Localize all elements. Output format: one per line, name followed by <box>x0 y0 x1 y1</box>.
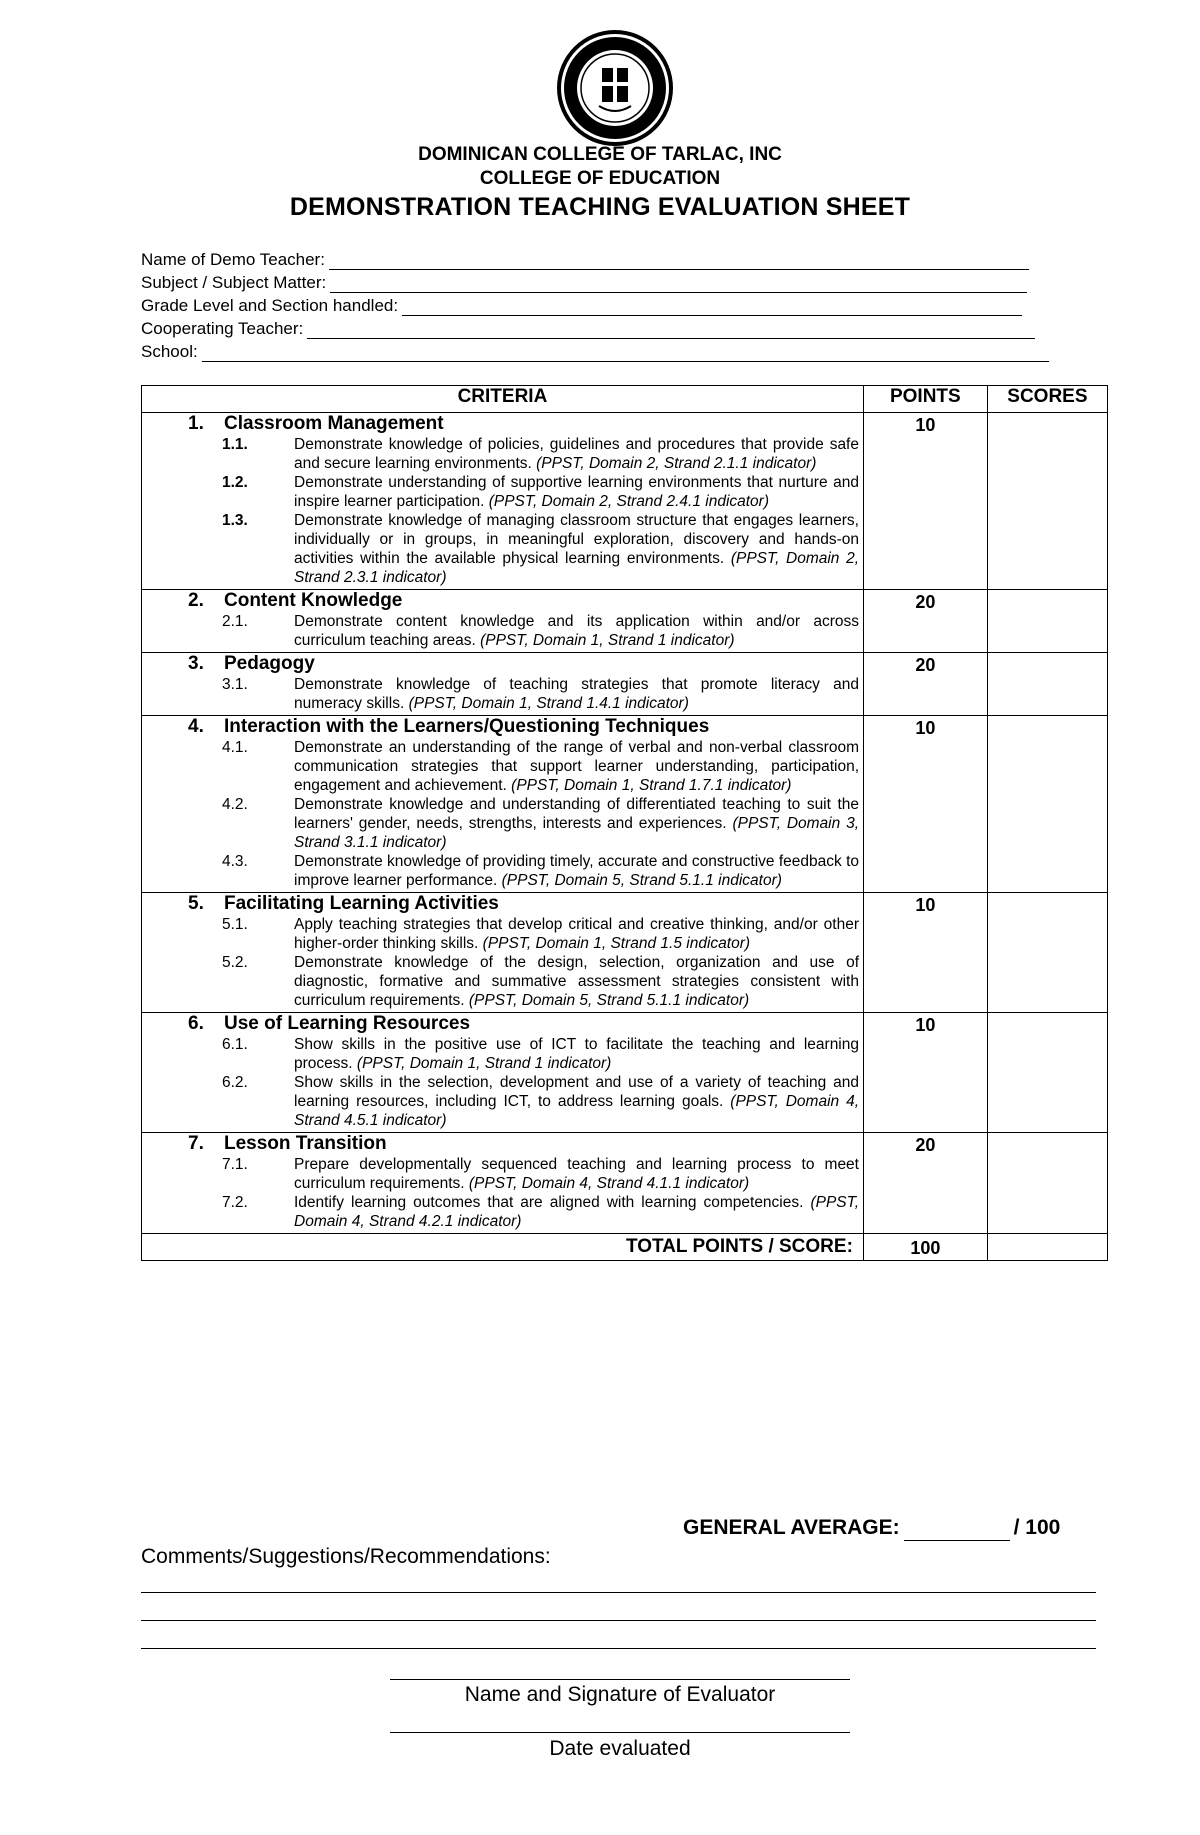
criteria-section-row <box>142 1013 1108 1133</box>
criterion-number: 1.3. <box>222 512 248 529</box>
criterion-item <box>142 612 863 650</box>
criterion-number: 6.2. <box>222 1074 248 1091</box>
criteria-cell <box>142 413 864 590</box>
field-label: Name of Demo Teacher: <box>141 250 325 269</box>
criterion-item <box>142 675 863 713</box>
criterion-text: Demonstrate knowledge of managing classroom structure that engages learners, individually or in groups, in meaningful exploration, discovery and hands-on activities within the available physical learning environments. <box>294 512 859 567</box>
criterion-text-wrap <box>294 511 859 587</box>
criterion-reference: (PPST, Domain 4, Strand 4.2.1 indicator) <box>294 1194 859 1230</box>
criterion-text-wrap <box>294 795 859 852</box>
criterion-item <box>142 953 863 1010</box>
criterion-item <box>142 1155 863 1193</box>
criterion-number: 4.2. <box>222 796 248 813</box>
criterion-text-wrap <box>294 473 859 511</box>
field-label: Cooperating Teacher: <box>141 319 304 338</box>
criterion-number: 7.2. <box>222 1194 248 1211</box>
criteria-section-row <box>142 413 1108 590</box>
criteria-cell <box>142 653 864 716</box>
section-number: 7. <box>188 1133 204 1154</box>
criterion-number: 4.1. <box>222 739 248 756</box>
section-title <box>142 413 863 435</box>
criterion-text: Demonstrate knowledge of the design, selection, organization and use of diagnostic, formative and summative assessment strategies consistent with curriculum requirements. <box>294 954 859 1009</box>
field-label: School: <box>141 342 198 361</box>
criterion-number: 7.1. <box>222 1156 248 1173</box>
section-title-text: Use of Learning Resources <box>224 1013 471 1034</box>
criteria-table <box>141 385 1108 1261</box>
criterion-text-wrap <box>294 675 859 713</box>
section-number: 4. <box>188 716 204 737</box>
criterion-text: Demonstrate knowledge of teaching strategies that promote literacy and numeracy skills. <box>294 676 859 712</box>
total-label: TOTAL POINTS / SCORE: <box>142 1234 864 1261</box>
criterion-reference: (PPST, Domain 1, Strand 1.7.1 indicator) <box>511 777 792 794</box>
criterion-text-wrap <box>294 1155 859 1193</box>
date-line[interactable] <box>390 1732 850 1733</box>
criteria-cell <box>142 1133 864 1234</box>
criterion-reference: (PPST, Domain 5, Strand 5.1.1 indicator) <box>468 992 750 1009</box>
criterion-text: Show skills in the selection, development and use of a variety of teaching and learning resources, including ICT, to address learning goals. <box>294 1074 859 1110</box>
college-name: COLLEGE OF EDUCATION <box>479 168 721 189</box>
section-points: 20 <box>863 590 987 653</box>
section-score-cell[interactable] <box>987 653 1107 716</box>
section-title-text: Facilitating Learning Activities <box>224 893 499 914</box>
section-points: 20 <box>863 1133 987 1234</box>
total-row <box>142 1234 1108 1261</box>
criterion-number: 1.1. <box>222 436 248 453</box>
criterion-item <box>142 1073 863 1130</box>
section-points: 10 <box>863 1013 987 1133</box>
criterion-text: Identify learning outcomes that are aligned with learning competencies. <box>294 1194 804 1211</box>
criterion-item <box>142 1193 863 1231</box>
total-score-cell[interactable] <box>987 1234 1107 1261</box>
criterion-text: Apply teaching strategies that develop critical and creative thinking, and/or other higher-order thinking skills. <box>294 916 859 952</box>
section-number: 2. <box>188 590 204 611</box>
criterion-reference: (PPST, Domain 3, Strand 3.1.1 indicator) <box>294 815 860 851</box>
criterion-text-wrap <box>294 738 859 795</box>
criterion-reference: (PPST, Domain 2, Strand 2.3.1 indicator) <box>294 550 860 586</box>
criterion-item <box>142 915 863 953</box>
criterion-reference: (PPST, Domain 1, Strand 1 indicator) <box>356 1055 612 1072</box>
section-title-text: Classroom Management <box>224 413 444 434</box>
section-score-cell[interactable] <box>987 716 1107 893</box>
criterion-number: 6.1. <box>222 1036 248 1053</box>
date-label: Date evaluated <box>549 1737 691 1760</box>
field-line[interactable] <box>329 253 1029 270</box>
criterion-item <box>142 738 863 795</box>
section-title-text: Pedagogy <box>224 653 315 674</box>
criteria-cell <box>142 1013 864 1133</box>
general-average-label: GENERAL AVERAGE: <box>683 1516 900 1539</box>
comment-line[interactable] <box>141 1592 1096 1593</box>
section-number: 5. <box>188 893 204 914</box>
criteria-cell <box>142 893 864 1013</box>
criterion-text-wrap <box>294 1035 859 1073</box>
points-header: POINTS <box>863 386 987 413</box>
field-line[interactable] <box>202 345 1049 362</box>
college-seal-icon <box>555 28 675 148</box>
criterion-number: 5.2. <box>222 954 248 971</box>
criterion-reference: (PPST, Domain 1, Strand 1.5 indicator) <box>482 935 751 952</box>
criterion-text: Demonstrate understanding of supportive learning environments that nurture and inspire learner participation. <box>294 474 859 510</box>
criterion-number: 3.1. <box>222 676 248 693</box>
demo-teacher-field[interactable] <box>141 247 1066 270</box>
criterion-text-wrap <box>294 1193 859 1231</box>
section-score-cell[interactable] <box>987 1013 1107 1133</box>
field-label: Grade Level and Section handled: <box>141 296 399 315</box>
scores-header: SCORES <box>987 386 1107 413</box>
criterion-number: 1.2. <box>222 474 248 491</box>
section-title <box>142 716 863 738</box>
section-number: 6. <box>188 1013 204 1034</box>
comment-line[interactable] <box>141 1620 1096 1621</box>
criteria-section-row <box>142 590 1108 653</box>
grade-level-field[interactable] <box>141 293 1066 316</box>
criterion-reference: (PPST, Domain 4, Strand 4.5.1 indicator) <box>294 1093 860 1129</box>
criterion-text-wrap <box>294 435 859 473</box>
criterion-item <box>142 473 863 511</box>
section-points: 10 <box>863 413 987 590</box>
section-title <box>142 1133 863 1155</box>
criterion-reference: (PPST, Domain 1, Strand 1 indicator) <box>480 632 735 649</box>
criterion-number: 4.3. <box>222 853 248 870</box>
criterion-item <box>142 511 863 587</box>
criteria-cell <box>142 590 864 653</box>
section-title <box>142 1013 863 1035</box>
section-title-text: Content Knowledge <box>224 590 403 611</box>
field-line[interactable] <box>402 299 1022 316</box>
criterion-number: 2.1. <box>222 613 248 630</box>
criterion-text: Show skills in the positive use of ICT to facilitate the teaching and learning process. <box>294 1036 859 1072</box>
institution-name: DOMINICAN COLLEGE OF TARLAC, INC <box>418 144 782 165</box>
general-average <box>683 1516 1060 1541</box>
section-title <box>142 893 863 915</box>
comment-line[interactable] <box>141 1648 1096 1649</box>
signature-label: Name and Signature of Evaluator <box>464 1683 776 1706</box>
criterion-reference: (PPST, Domain 1, Strand 1.4.1 indicator) <box>408 695 689 712</box>
criteria-section-row <box>142 1133 1108 1234</box>
criterion-text: Demonstrate knowledge of policies, guidelines and procedures that provide safe and secure learning environments. <box>294 436 859 472</box>
cooperating-teacher-field[interactable] <box>141 316 1066 339</box>
section-title-text: Lesson Transition <box>224 1133 387 1154</box>
criterion-text-wrap <box>294 612 859 650</box>
school-field[interactable] <box>141 339 1066 362</box>
criterion-item <box>142 852 863 890</box>
criterion-text: Demonstrate knowledge of providing timely, accurate and constructive feedback to improve learner performance. <box>294 853 859 889</box>
criterion-text: Demonstrate an understanding of the range of verbal and non-verbal classroom communication strategies that support learner understanding, participation, engagement and achievement. <box>294 739 859 794</box>
section-score-cell[interactable] <box>987 413 1107 590</box>
total-points: 100 <box>863 1234 987 1261</box>
field-line[interactable] <box>330 276 1027 293</box>
subject-field[interactable] <box>141 270 1066 293</box>
criteria-section-row <box>142 653 1108 716</box>
section-number: 3. <box>188 653 204 674</box>
criterion-reference: (PPST, Domain 4, Strand 4.1.1 indicator) <box>468 1175 750 1192</box>
section-points: 10 <box>863 893 987 1013</box>
criterion-reference: (PPST, Domain 5, Strand 5.1.1 indicator) <box>501 872 782 889</box>
section-title-text: Interaction with the Learners/Questioning Techniques <box>224 716 710 737</box>
teacher-info-fields <box>141 247 1066 362</box>
section-title <box>142 590 863 612</box>
criterion-item <box>142 795 863 852</box>
section-points: 10 <box>863 716 987 893</box>
criterion-text-wrap <box>294 1073 859 1130</box>
criteria-cell <box>142 716 864 893</box>
criteria-header: CRITERIA <box>142 386 864 413</box>
criterion-text: Demonstrate knowledge and understanding of differentiated teaching to suit the learners' gender, needs, strengths, interests and experiences. <box>294 796 859 832</box>
criterion-number: 5.1. <box>222 916 248 933</box>
criterion-text: Prepare developmentally sequenced teaching and learning process to meet curriculum requirements. <box>294 1156 859 1192</box>
section-score-cell[interactable] <box>987 590 1107 653</box>
general-average-suffix: / 100 <box>1013 1516 1061 1539</box>
criterion-text: Demonstrate content knowledge and its application within and/or across curriculum teaching areas. <box>294 613 859 649</box>
criterion-item <box>142 435 863 473</box>
sheet-title: DEMONSTRATION TEACHING EVALUATION SHEET <box>289 193 911 221</box>
comments-label: Comments/Suggestions/Recommendations: <box>141 1545 551 1568</box>
criterion-item <box>142 1035 863 1073</box>
section-score-cell[interactable] <box>987 893 1107 1013</box>
criterion-reference: (PPST, Domain 2, Strand 2.1.1 indicator) <box>536 455 817 472</box>
section-points: 20 <box>863 653 987 716</box>
signature-line[interactable] <box>390 1679 850 1680</box>
section-title <box>142 653 863 675</box>
general-average-blank[interactable] <box>904 1516 1010 1541</box>
criterion-text-wrap <box>294 915 859 953</box>
field-line[interactable] <box>307 322 1035 339</box>
table-header-row <box>142 386 1108 413</box>
section-number: 1. <box>188 413 204 434</box>
criterion-reference: (PPST, Domain 2, Strand 2.4.1 indicator) <box>488 493 770 510</box>
criterion-text-wrap <box>294 953 859 1010</box>
criterion-text-wrap <box>294 852 859 890</box>
section-score-cell[interactable] <box>987 1133 1107 1234</box>
field-label: Subject / Subject Matter: <box>141 273 327 292</box>
criteria-section-row <box>142 893 1108 1013</box>
criteria-section-row <box>142 716 1108 893</box>
